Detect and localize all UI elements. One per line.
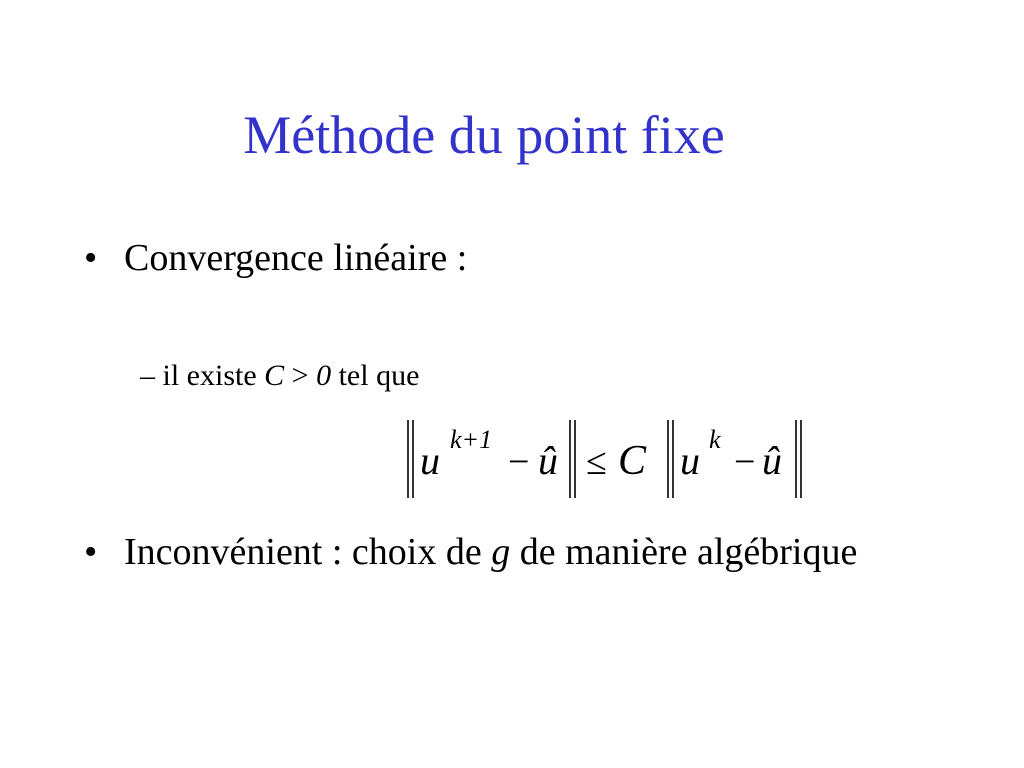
- formula-leq: ≤: [586, 441, 607, 483]
- convergence-formula: [400, 418, 820, 502]
- formula-u1: u: [420, 438, 440, 483]
- formula-uhat1: û: [538, 438, 558, 483]
- formula-minus2: −: [734, 441, 756, 483]
- formula-exp2: k: [709, 425, 721, 454]
- greater-than: >: [284, 359, 317, 392]
- bullet-convergence-text: Convergence linéaire :: [124, 237, 468, 279]
- formula-uhat2: û: [762, 438, 782, 483]
- bullet-inconvenient: [84, 528, 857, 576]
- formula-u2: u: [680, 438, 700, 483]
- sub-suffix: tel que: [331, 359, 420, 392]
- constant-c: C: [264, 359, 285, 392]
- formula-minus1: −: [508, 441, 530, 483]
- formula-exp1: k+1: [450, 425, 493, 454]
- zero-value: 0: [316, 359, 332, 392]
- sub-prefix: – il existe: [140, 359, 265, 392]
- slide-title: Méthode du point fixe: [243, 105, 725, 165]
- variable-g: g: [491, 531, 511, 573]
- formula-c: C: [618, 438, 647, 484]
- bullet-dot: •: [84, 237, 98, 279]
- bullet-convergence: [84, 234, 467, 282]
- bullet-inconvenient-after: de manière algébrique: [510, 531, 858, 573]
- bullet-inconvenient-before: Inconvénient : choix de: [124, 531, 492, 573]
- sub-bullet-condition: [140, 356, 419, 396]
- bullet-dot: •: [84, 531, 98, 573]
